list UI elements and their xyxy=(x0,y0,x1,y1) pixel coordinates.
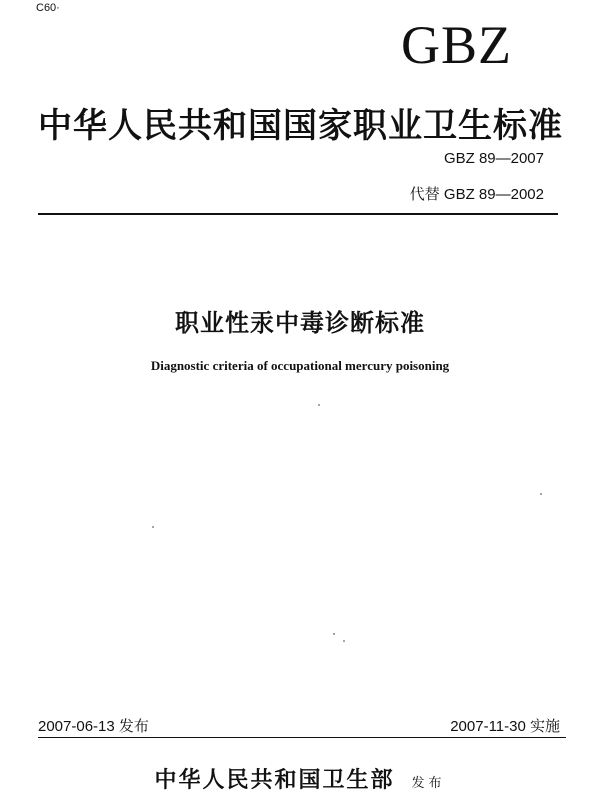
scan-speck xyxy=(540,493,542,495)
publisher-name: 中华人民共和国卫生部 xyxy=(154,768,395,793)
gbz-logo: GBZ xyxy=(401,15,512,75)
publisher-action: 发布 xyxy=(411,776,446,791)
standard-title: 中华人民共和国国家职业卫生标准 xyxy=(38,106,563,146)
standard-number: GBZ 89—2007 xyxy=(443,150,544,167)
replaces-standard: 代替 GBZ 89—2002 xyxy=(409,186,544,203)
issue-date: 2007-06-13 发布 xyxy=(38,718,149,735)
implementation-date: 2007-11-30 实施 xyxy=(450,718,560,735)
header-divider xyxy=(38,213,558,215)
document-title-english: Diagnostic criteria of occupational mercury poisoning xyxy=(150,358,450,373)
document-title: 职业性汞中毒诊断标准 xyxy=(175,309,425,337)
scan-speck xyxy=(318,404,320,406)
footer-divider xyxy=(38,737,566,738)
scan-speck xyxy=(333,633,335,635)
ics-code: C60· xyxy=(36,2,60,14)
scan-speck xyxy=(152,526,154,528)
publisher-line xyxy=(0,763,600,794)
scan-speck xyxy=(343,640,345,642)
